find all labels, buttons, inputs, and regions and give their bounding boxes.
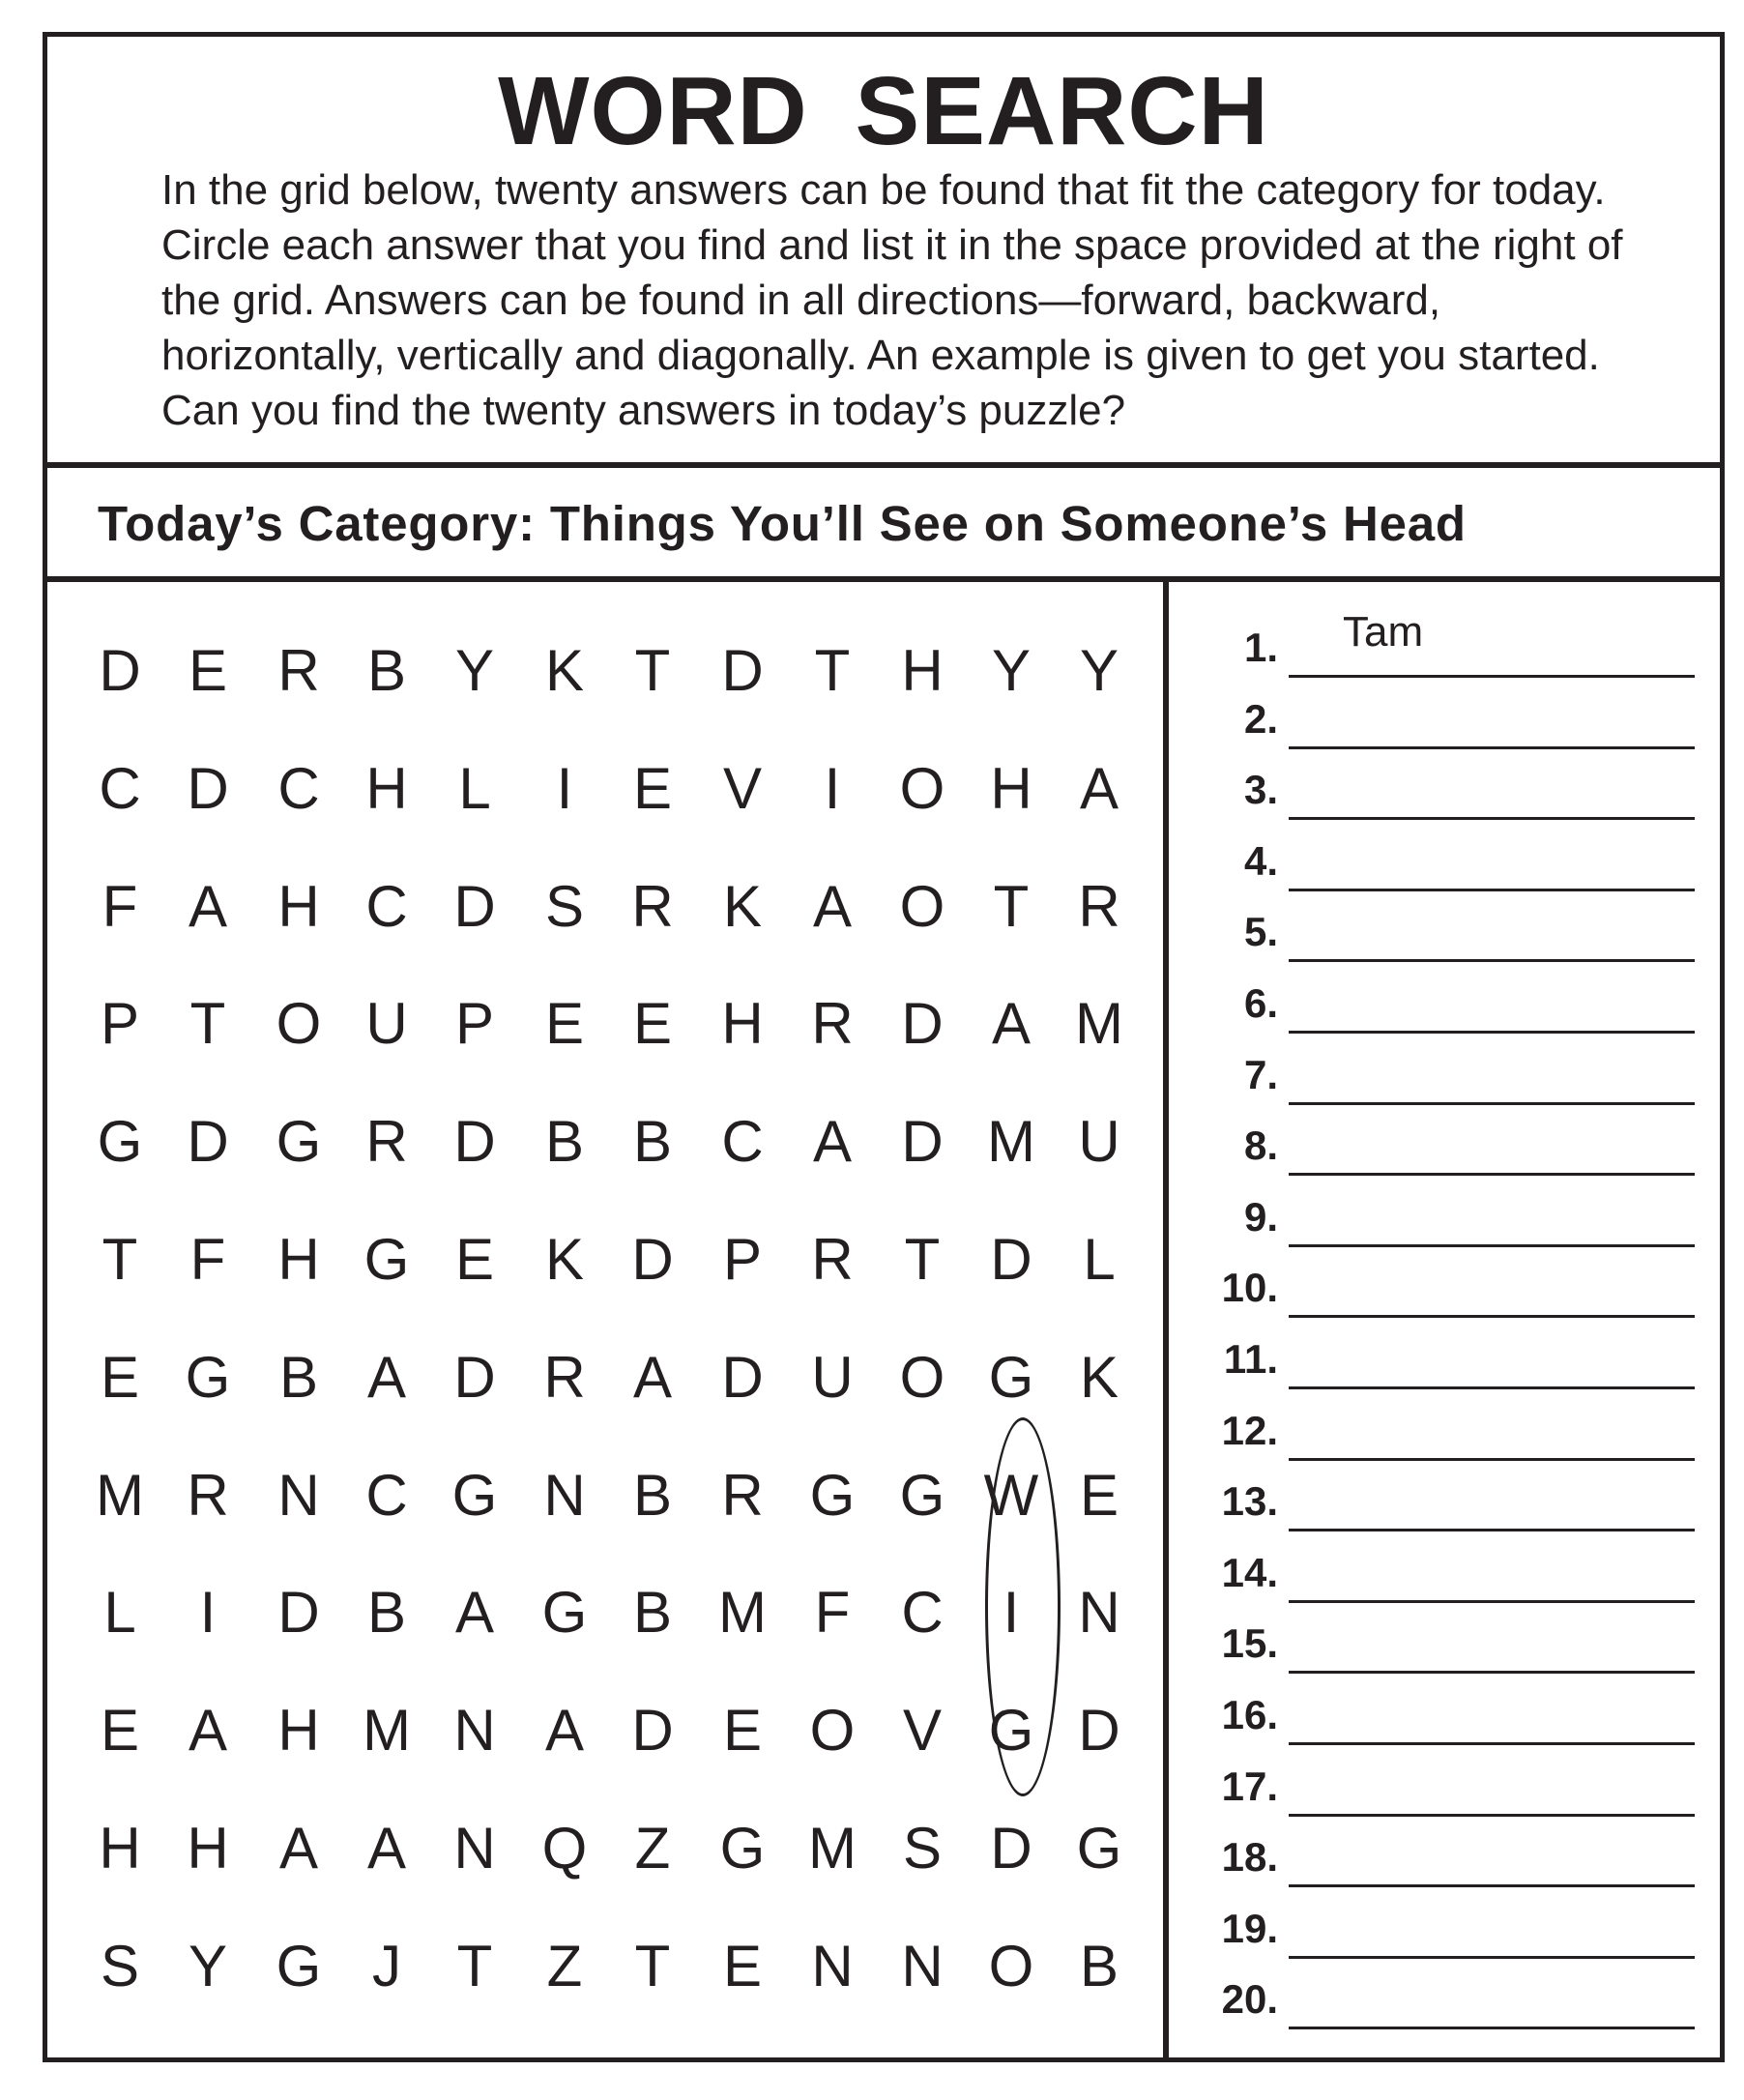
grid-letter[interactable]: G [988, 1698, 1034, 1764]
grid-letter[interactable]: M [363, 1698, 411, 1764]
grid-letter[interactable]: L [103, 1580, 136, 1646]
answer-blank-line[interactable] [1289, 1814, 1695, 1817]
answer-blank-line[interactable] [1289, 675, 1695, 678]
grid-letter[interactable]: D [187, 1109, 229, 1175]
category-section [47, 468, 1720, 582]
grid-letter[interactable]: I [1003, 1580, 1020, 1646]
grid-letter[interactable]: A [454, 1580, 495, 1646]
grid-letter[interactable]: T [993, 873, 1030, 939]
grid-letter[interactable]: D [631, 1698, 674, 1764]
answer-number: 4. [1243, 837, 1278, 884]
answer-item [1169, 1402, 1725, 1473]
grid-letter[interactable]: B [544, 1109, 585, 1175]
grid-letter[interactable]: O [899, 755, 945, 821]
answer-item [1169, 1188, 1725, 1260]
grid-letter[interactable]: H [277, 873, 320, 939]
grid-letter[interactable]: G [363, 1227, 410, 1292]
answer-item [1169, 1330, 1725, 1402]
grid-letter[interactable]: C [99, 755, 141, 821]
grid-letter[interactable]: B [632, 1109, 673, 1175]
grid-letter[interactable]: Y [188, 1933, 228, 1998]
grid-letter[interactable]: S [100, 1933, 140, 1998]
grid-letter[interactable]: E [100, 1344, 140, 1410]
answer-blank-line[interactable] [1289, 1458, 1695, 1461]
answer-number: 8. [1243, 1123, 1278, 1169]
grid-letter[interactable]: H [365, 755, 408, 821]
grid-letter[interactable]: V [722, 755, 763, 821]
grid-letter[interactable]: H [721, 991, 764, 1057]
grid-letter[interactable]: N [277, 1462, 320, 1528]
grid-letter[interactable]: P [722, 1227, 763, 1292]
grid-row [57, 612, 1159, 730]
grid-letter[interactable]: T [634, 638, 671, 703]
grid-letter[interactable]: D [453, 873, 496, 939]
answer-item [1169, 1758, 1725, 1829]
grid-letter[interactable]: G [541, 1580, 588, 1646]
answer-blank-line[interactable] [1289, 1884, 1695, 1887]
grid-letter[interactable]: O [988, 1933, 1034, 1998]
answer-item [1169, 903, 1725, 975]
answer-number: 16. [1221, 1692, 1278, 1737]
grid-letter[interactable]: R [811, 1227, 854, 1292]
answer-number: 12. [1221, 1407, 1278, 1453]
grid-letter[interactable]: R [631, 873, 674, 939]
grid-letter[interactable]: B [366, 1580, 407, 1646]
grid-row [57, 1790, 1159, 1908]
grid-letter[interactable]: E [544, 991, 585, 1057]
grid-letter[interactable]: T [456, 1933, 493, 1998]
page-title: WORD SEARCH [498, 57, 1269, 165]
grid-letter[interactable]: A [632, 1344, 673, 1410]
grid-letter[interactable]: C [277, 755, 320, 821]
grid-letter[interactable]: D [721, 1344, 764, 1410]
grid-letter[interactable]: T [814, 638, 851, 703]
grid-letter[interactable]: R [811, 991, 854, 1057]
grid-row [57, 848, 1159, 966]
grid-letter[interactable]: C [365, 873, 408, 939]
answer-item [1169, 975, 1725, 1046]
grid-letter[interactable]: H [277, 1698, 320, 1764]
grid-letter[interactable]: D [990, 1816, 1032, 1881]
answer-number: 2. [1243, 695, 1278, 742]
answer-blank-line[interactable] [1289, 1671, 1695, 1674]
answer-item [1169, 608, 1725, 690]
grid-letter[interactable]: F [189, 1227, 226, 1292]
grid-row [57, 1672, 1159, 1790]
grid-letter[interactable]: A [188, 1698, 228, 1764]
grid-letter[interactable]: N [453, 1816, 496, 1881]
grid-letter[interactable]: B [632, 1462, 673, 1528]
puzzle-frame [43, 32, 1725, 2062]
grid-letter[interactable]: F [814, 1580, 851, 1646]
grid-letter[interactable]: Y [1079, 638, 1119, 703]
grid-letter[interactable]: D [99, 638, 141, 703]
grid-row [57, 965, 1159, 1083]
grid-letter[interactable]: H [901, 638, 944, 703]
grid-letter[interactable]: A [812, 1109, 853, 1175]
grid-letter[interactable]: K [544, 1227, 585, 1292]
answer-blank-line[interactable] [1289, 817, 1695, 820]
grid-letter[interactable]: E [632, 991, 673, 1057]
grid-letter[interactable]: Z [546, 1933, 583, 1998]
grid-letter[interactable]: D [1078, 1698, 1120, 1764]
grid-letter[interactable]: M [1075, 991, 1123, 1057]
answer-blank-line[interactable] [1289, 959, 1695, 962]
grid-letter[interactable]: A [991, 991, 1032, 1057]
grid-letter[interactable]: O [276, 991, 322, 1057]
answer-number: 10. [1221, 1265, 1278, 1311]
grid-letter[interactable]: F [102, 873, 138, 939]
answer-number: 19. [1221, 1905, 1278, 1951]
answer-item [1169, 1615, 1725, 1686]
grid-letter[interactable]: M [987, 1109, 1035, 1175]
grid-letter[interactable]: G [1076, 1816, 1122, 1881]
answer-blank-line[interactable] [1289, 889, 1695, 891]
grid-letter[interactable]: M [808, 1816, 857, 1881]
grid-letter[interactable]: G [97, 1109, 143, 1175]
grid-letter[interactable]: Y [991, 638, 1032, 703]
grid-row [57, 1554, 1159, 1672]
answer-blank-line[interactable] [1289, 1742, 1695, 1745]
answer-number: 18. [1221, 1834, 1278, 1881]
grid-letter[interactable]: A [366, 1816, 407, 1881]
answer-value[interactable]: Tam [1343, 608, 1424, 656]
answer-number: 11. [1223, 1336, 1278, 1382]
grid-letter[interactable]: T [189, 991, 226, 1057]
answer-item [1169, 1900, 1725, 1971]
grid-letter[interactable]: T [904, 1227, 941, 1292]
answer-number: 20. [1221, 1976, 1278, 2023]
grid-letter[interactable]: U [1078, 1109, 1120, 1175]
grid-letter[interactable]: N [453, 1698, 496, 1764]
grid-letter[interactable]: B [278, 1344, 319, 1410]
grid-letter[interactable]: G [719, 1816, 766, 1881]
grid-letter[interactable]: I [824, 755, 841, 821]
grid-letter[interactable]: O [809, 1698, 856, 1764]
grid-letter[interactable]: G [276, 1109, 322, 1175]
grid-row [57, 1437, 1159, 1555]
grid-letter[interactable]: W [983, 1462, 1039, 1528]
grid-letter[interactable]: U [811, 1344, 854, 1410]
grid-letter[interactable]: H [990, 755, 1032, 821]
grid-letter[interactable]: E [1079, 1462, 1119, 1528]
answer-number: 5. [1243, 909, 1278, 955]
answer-blank-line[interactable] [1289, 1031, 1695, 1034]
grid-letter[interactable]: E [100, 1698, 140, 1764]
grid-letter[interactable]: T [102, 1227, 138, 1292]
answer-number: 9. [1243, 1193, 1278, 1240]
grid-letter[interactable]: A [366, 1344, 407, 1410]
answer-item [1169, 1117, 1725, 1188]
grid-letter[interactable]: D [453, 1109, 496, 1175]
grid-row [57, 1319, 1159, 1437]
grid-letter[interactable]: D [901, 991, 944, 1057]
grid-letter[interactable]: D [721, 638, 764, 703]
answer-blank-line[interactable] [1289, 1956, 1695, 1959]
grid-letter[interactable]: R [277, 638, 320, 703]
answer-item [1169, 832, 1725, 904]
grid-letter[interactable]: C [365, 1462, 408, 1528]
answer-blank-line[interactable] [1289, 1529, 1695, 1531]
answer-number: 1. [1243, 625, 1278, 670]
grid-letter[interactable]: E [632, 755, 673, 821]
grid-letter[interactable]: P [100, 991, 140, 1057]
grid-letter[interactable]: B [366, 638, 407, 703]
grid-letter[interactable]: T [634, 1933, 671, 1998]
grid-row [57, 1908, 1159, 2026]
grid-letter[interactable]: A [1079, 755, 1119, 821]
grid-letter[interactable]: D [901, 1109, 944, 1175]
answer-number: 14. [1221, 1549, 1278, 1595]
grid-letter[interactable]: R [1078, 873, 1120, 939]
grid-letter[interactable]: V [902, 1698, 943, 1764]
grid-letter[interactable]: D [187, 755, 229, 821]
grid-letter[interactable]: E [722, 1698, 763, 1764]
answer-blank-line[interactable] [1289, 1244, 1695, 1247]
grid-letter[interactable]: U [365, 991, 408, 1057]
grid-row [57, 1083, 1159, 1201]
answer-item [1169, 1046, 1725, 1118]
grid-letter[interactable]: B [1079, 1933, 1119, 1998]
grid-letter[interactable]: R [543, 1344, 586, 1410]
grid-row [57, 1201, 1159, 1319]
grid-letter[interactable]: M [96, 1462, 144, 1528]
instructions-text: In the grid below, twenty answers can be found that fit the category for today. Circle each answer that you find and list it in the space provided at the right of the grid. Answers can be found in all directions—forward, backward, horizontally, vertically and diagonally. An example is given to get you started. Can you find the twenty answers in today’s puzzle? [161, 166, 1623, 434]
grid-row [57, 730, 1159, 848]
grid-letter[interactable]: N [1078, 1580, 1120, 1646]
grid-letter[interactable]: Z [634, 1816, 671, 1881]
grid-letter[interactable]: N [901, 1933, 944, 1998]
grid-letter[interactable]: D [990, 1227, 1032, 1292]
grid-letter[interactable]: R [187, 1462, 229, 1528]
grid-letter[interactable]: H [187, 1816, 229, 1881]
grid-letter[interactable]: D [631, 1227, 674, 1292]
grid-letter[interactable]: O [899, 873, 945, 939]
grid-letter[interactable]: A [812, 873, 853, 939]
grid-letter[interactable]: A [188, 873, 228, 939]
grid-letter[interactable]: G [451, 1462, 498, 1528]
answer-number: 13. [1221, 1478, 1278, 1525]
grid-letter[interactable]: D [453, 1344, 496, 1410]
answer-blank-line[interactable] [1289, 1600, 1695, 1603]
grid-letter[interactable]: K [722, 873, 763, 939]
grid-letter[interactable]: C [901, 1580, 944, 1646]
grid-letter[interactable]: G [809, 1462, 856, 1528]
grid-letter[interactable]: O [899, 1344, 945, 1410]
grid-letter[interactable]: S [544, 873, 585, 939]
grid-letter[interactable]: M [718, 1580, 767, 1646]
answer-list [1169, 582, 1725, 2062]
grid-letter[interactable]: E [454, 1227, 495, 1292]
answer-item [1169, 1544, 1725, 1616]
grid-letter[interactable]: S [902, 1816, 943, 1881]
answer-item [1169, 690, 1725, 762]
answer-item [1169, 1970, 1725, 2042]
grid-letter[interactable]: L [458, 755, 491, 821]
answer-item [1169, 1686, 1725, 1758]
grid-letter[interactable]: P [454, 991, 495, 1057]
grid-letter[interactable]: B [632, 1580, 673, 1646]
grid-letter[interactable]: D [277, 1580, 320, 1646]
grid-letter[interactable]: R [721, 1462, 764, 1528]
grid-letter[interactable]: E [188, 638, 228, 703]
answer-number: 7. [1243, 1051, 1278, 1097]
grid-letter[interactable]: K [544, 638, 585, 703]
grid-letter[interactable]: G [276, 1933, 322, 1998]
answer-item [1169, 761, 1725, 832]
header-section [47, 37, 1720, 468]
category-label: Today’s Category: Things You’ll See on Someone’s Head [98, 496, 1467, 551]
grid-letter[interactable]: R [365, 1109, 408, 1175]
grid-letter[interactable]: A [544, 1698, 585, 1764]
answer-blank-line[interactable] [1289, 1386, 1695, 1389]
answer-blank-line[interactable] [1289, 1315, 1695, 1318]
grid-letter[interactable]: Q [541, 1816, 588, 1881]
grid-letter[interactable]: Y [454, 638, 495, 703]
grid-letter[interactable]: E [722, 1933, 763, 1998]
grid-letter[interactable]: H [277, 1227, 320, 1292]
answer-item [1169, 1828, 1725, 1900]
answer-number: 15. [1221, 1620, 1278, 1667]
answer-blank-line[interactable] [1289, 1173, 1695, 1176]
grid-letter[interactable]: H [99, 1816, 141, 1881]
answer-blank-line[interactable] [1289, 2027, 1695, 2029]
answer-item [1169, 1259, 1725, 1330]
grid-letter[interactable]: G [988, 1344, 1034, 1410]
grid-letter[interactable]: K [1079, 1344, 1119, 1410]
grid-letter[interactable]: G [185, 1344, 231, 1410]
answer-number: 6. [1243, 980, 1278, 1026]
letter-grid [57, 582, 1159, 2062]
grid-letter[interactable]: I [556, 755, 573, 821]
grid-letter[interactable]: C [721, 1109, 764, 1175]
grid-letter[interactable]: A [278, 1816, 319, 1881]
answer-number: 17. [1221, 1763, 1278, 1809]
grid-letter[interactable]: N [543, 1462, 586, 1528]
answer-blank-line[interactable] [1289, 746, 1695, 749]
answer-item [1169, 1473, 1725, 1544]
grid-letter[interactable]: L [1083, 1227, 1116, 1292]
grid-letter[interactable]: J [372, 1933, 401, 1998]
grid-letter[interactable]: N [811, 1933, 854, 1998]
answer-blank-line[interactable] [1289, 1102, 1695, 1105]
answer-number: 3. [1243, 767, 1278, 813]
grid-letter[interactable]: G [899, 1462, 945, 1528]
grid-letter[interactable]: I [199, 1580, 217, 1646]
